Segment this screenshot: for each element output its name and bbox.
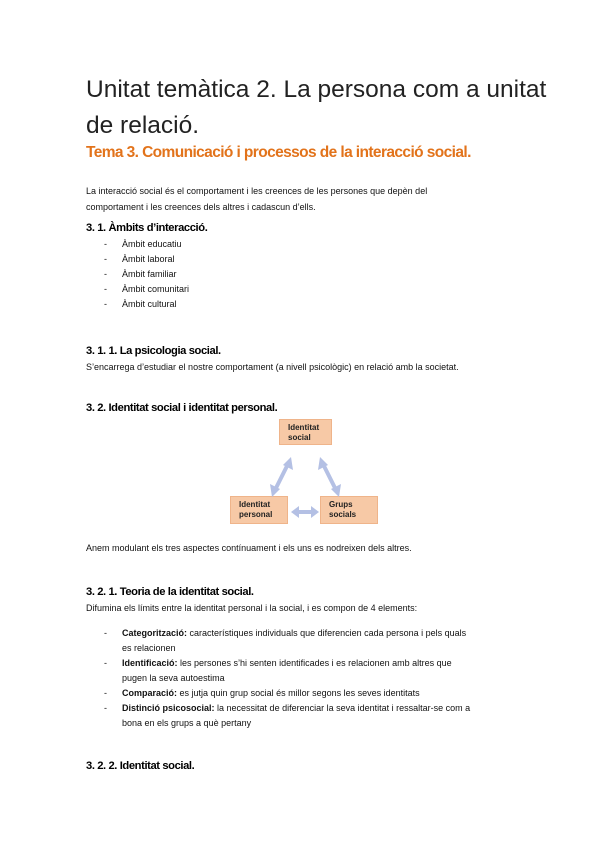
dash-bullet: - <box>104 299 107 309</box>
dash-bullet: - <box>104 703 107 713</box>
diagram-box-social-groups: Grups socials <box>320 496 378 524</box>
section-3-1-heading: 3. 1. Àmbits d’interacció. <box>86 222 208 234</box>
topic-subtitle: Tema 3. Comunicació i processos de la interacció social. <box>86 144 471 161</box>
list-item: - Àmbit educatiu <box>122 237 189 252</box>
diagram-arrows <box>255 448 355 520</box>
section-3-2-after: Anem modulant els tres aspectes contínuament i els uns es nodreixen dels altres. <box>86 543 412 553</box>
section-3-2-1-heading: 3. 2. 1. Teoria de la identitat social. <box>86 586 254 598</box>
dash-bullet: - <box>104 239 107 249</box>
intro-line-2: comportament i les creences dels altres i cadascun d’ells. <box>86 202 316 212</box>
list-item: - Àmbit cultural <box>122 297 189 312</box>
dash-bullet: - <box>104 628 107 638</box>
section-3-1-1-heading: 3. 1. 1. La psicologia social. <box>86 345 221 357</box>
diagram-box-personal-identity: Identitat personal <box>230 496 288 524</box>
arrow-left-diagonal <box>270 457 293 497</box>
list-item: - Categorització: característiques individuals que diferencien cada persona i pels quals es relacionen <box>104 628 467 653</box>
identity-elements-list <box>104 626 471 731</box>
section-3-2-1-intro: Difumina els límits entre la identitat personal i la social, i es compon de 4 elements: <box>86 603 418 613</box>
list-item: - Identificació: les persones s’hi senten identificades i es relacionen amb altres que pugen la seva autoestima <box>104 658 452 683</box>
page-title: Unitat temàtica 2. La persona com a unitat de relació. <box>86 76 547 139</box>
arrow-right-diagonal <box>318 457 341 497</box>
dash-bullet: - <box>104 284 107 294</box>
diagram-box-social-identity: Identitat social <box>279 419 332 445</box>
arrow-horizontal <box>291 506 319 518</box>
list-item: - Distinció psicosocial: la necessitat de diferenciar la seva identitat i ressaltar-se com a bona en els grups a què pertany <box>104 703 471 728</box>
section-3-2-2-heading: 3. 2. 2. Identitat social. <box>86 760 195 772</box>
list-item: - Àmbit familiar <box>122 267 189 282</box>
list-item: - Àmbit comunitari <box>122 282 189 297</box>
section-3-2-heading: 3. 2. Identitat social i identitat personal. <box>86 402 278 414</box>
dash-bullet: - <box>104 269 107 279</box>
dash-bullet: - <box>104 254 107 264</box>
section-3-1-1-text: S’encarrega d’estudiar el nostre comportament (a nivell psicològic) en relació amb la societat. <box>86 362 459 372</box>
list-item: - Àmbit laboral <box>122 252 189 267</box>
intro-line-1: La interacció social és el comportament i les creences de les persones que depèn del <box>86 186 428 196</box>
list-item: - Comparació: es jutja quin grup social és millor segons les seves identitats <box>122 686 470 701</box>
scopes-list <box>104 237 190 312</box>
dash-bullet: - <box>104 658 107 668</box>
dash-bullet: - <box>104 688 107 698</box>
